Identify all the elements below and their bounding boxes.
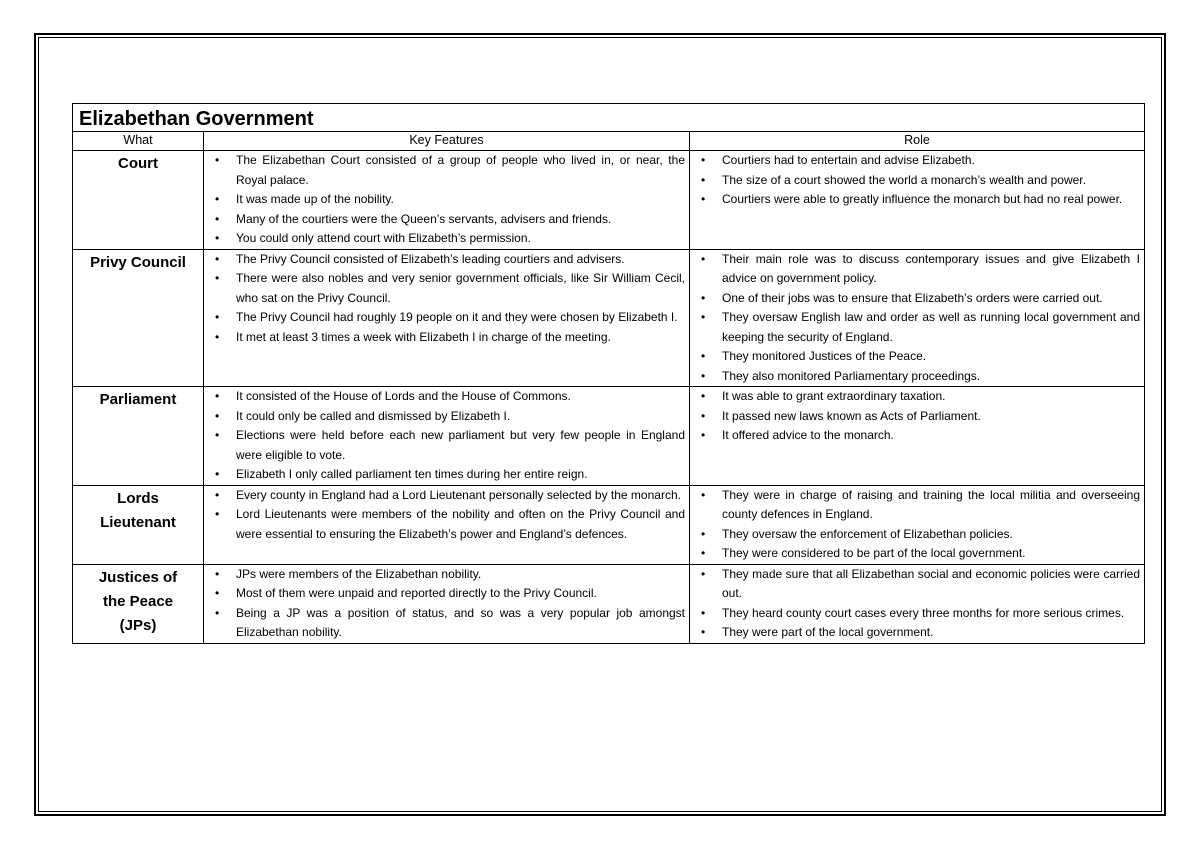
role-item: • One of their jobs was to ensure that Elizabeth’s orders were carried out. [698,289,1140,309]
feature-item: • It consisted of the House of Lords and the House of Commons. [212,387,685,407]
feature-item: • The Privy Council had roughly 19 people on it and they were chosen by Elizabeth I. [212,308,685,328]
role-item: • They were in charge of raising and training the local militia and overseeing county defences in England. [698,486,1140,525]
table-row [73,249,1145,387]
role-item: • They oversaw the enforcement of Elizabethan policies. [698,525,1140,545]
feature-item: • Elizabeth I only called parliament ten times during her entire reign. [212,465,685,485]
header-key-features: Key Features [204,132,690,151]
key-features-cell-list [204,250,689,348]
role-item: • The size of a court showed the world a monarch’s wealth and power. [698,171,1140,191]
role-item: • They made sure that all Elizabethan social and economic policies were carried out. [698,565,1140,604]
table-title: Elizabethan Government [73,104,1145,132]
table-row [73,564,1145,643]
role-item: • They were part of the local government. [698,623,1140,643]
key-features-cell-list [204,151,689,249]
role-cell [690,387,1145,486]
role-cell-list [690,565,1144,643]
role-cell [690,485,1145,564]
header-what: What [73,132,204,151]
row-what: Lords Lieutenant [73,485,204,564]
table-body [73,151,1145,644]
feature-item: • JPs were members of the Elizabethan nobility. [212,565,685,585]
role-item: • Their main role was to discuss contemporary issues and give Elizabeth I advice on government policy. [698,250,1140,289]
role-item: • They oversaw English law and order as well as running local government and keeping the security of England. [698,308,1140,347]
row-what: Parliament [73,387,204,486]
role-item: • They heard county court cases every three months for more serious crimes. [698,604,1140,624]
role-cell-list [690,151,1144,210]
role-item: • Courtiers had to entertain and advise Elizabeth. [698,151,1140,171]
key-features-cell [204,564,690,643]
role-cell [690,151,1145,250]
feature-item: • Every county in England had a Lord Lieutenant personally selected by the monarch. [212,486,685,506]
feature-item: • There were also nobles and very senior government officials, like Sir William Cecil, who sat on the Privy Council. [212,269,685,308]
table-row [73,485,1145,564]
key-features-cell-list [204,486,689,545]
header-role: Role [690,132,1145,151]
role-cell-list [690,250,1144,387]
feature-item: • You could only attend court with Elizabeth’s permission. [212,229,685,249]
table-row [73,387,1145,486]
row-what: Court [73,151,204,250]
key-features-cell-list [204,387,689,485]
row-what: Privy Council [73,249,204,387]
government-table [72,103,1145,644]
key-features-cell [204,249,690,387]
feature-item: • It met at least 3 times a week with Elizabeth I in charge of the meeting. [212,328,685,348]
role-item: • They were considered to be part of the local government. [698,544,1140,564]
feature-item: • Being a JP was a position of status, and so was a very popular job amongst Elizabethan nobility. [212,604,685,643]
table-row [73,151,1145,250]
role-item: • They also monitored Parliamentary proceedings. [698,367,1140,387]
role-cell-list [690,486,1144,564]
key-features-cell-list [204,565,689,643]
feature-item: • It could only be called and dismissed by Elizabeth I. [212,407,685,427]
role-cell [690,564,1145,643]
feature-item: • The Elizabethan Court consisted of a group of people who lived in, or near, the Royal palace. [212,151,685,190]
feature-item: • The Privy Council consisted of Elizabeth’s leading courtiers and advisers. [212,250,685,270]
role-cell-list [690,387,1144,446]
header-row [73,132,1145,151]
feature-item: • Many of the courtiers were the Queen’s servants, advisers and friends. [212,210,685,230]
feature-item: • Elections were held before each new parliament but very few people in England were eligible to vote. [212,426,685,465]
role-item: • They monitored Justices of the Peace. [698,347,1140,367]
role-item: • It was able to grant extraordinary taxation. [698,387,1140,407]
role-cell [690,249,1145,387]
feature-item: • Lord Lieutenants were members of the nobility and often on the Privy Council and were essential to ensuring the Elizabeth’s power and England’s defences. [212,505,685,544]
key-features-cell [204,485,690,564]
feature-item: • Most of them were unpaid and reported directly to the Privy Council. [212,584,685,604]
role-item: • It offered advice to the monarch. [698,426,1140,446]
role-item: • Courtiers were able to greatly influence the monarch but had no real power. [698,190,1140,210]
row-what: Justices of the Peace (JPs) [73,564,204,643]
key-features-cell [204,387,690,486]
role-item: • It passed new laws known as Acts of Parliament. [698,407,1140,427]
feature-item: • It was made up of the nobility. [212,190,685,210]
key-features-cell [204,151,690,250]
